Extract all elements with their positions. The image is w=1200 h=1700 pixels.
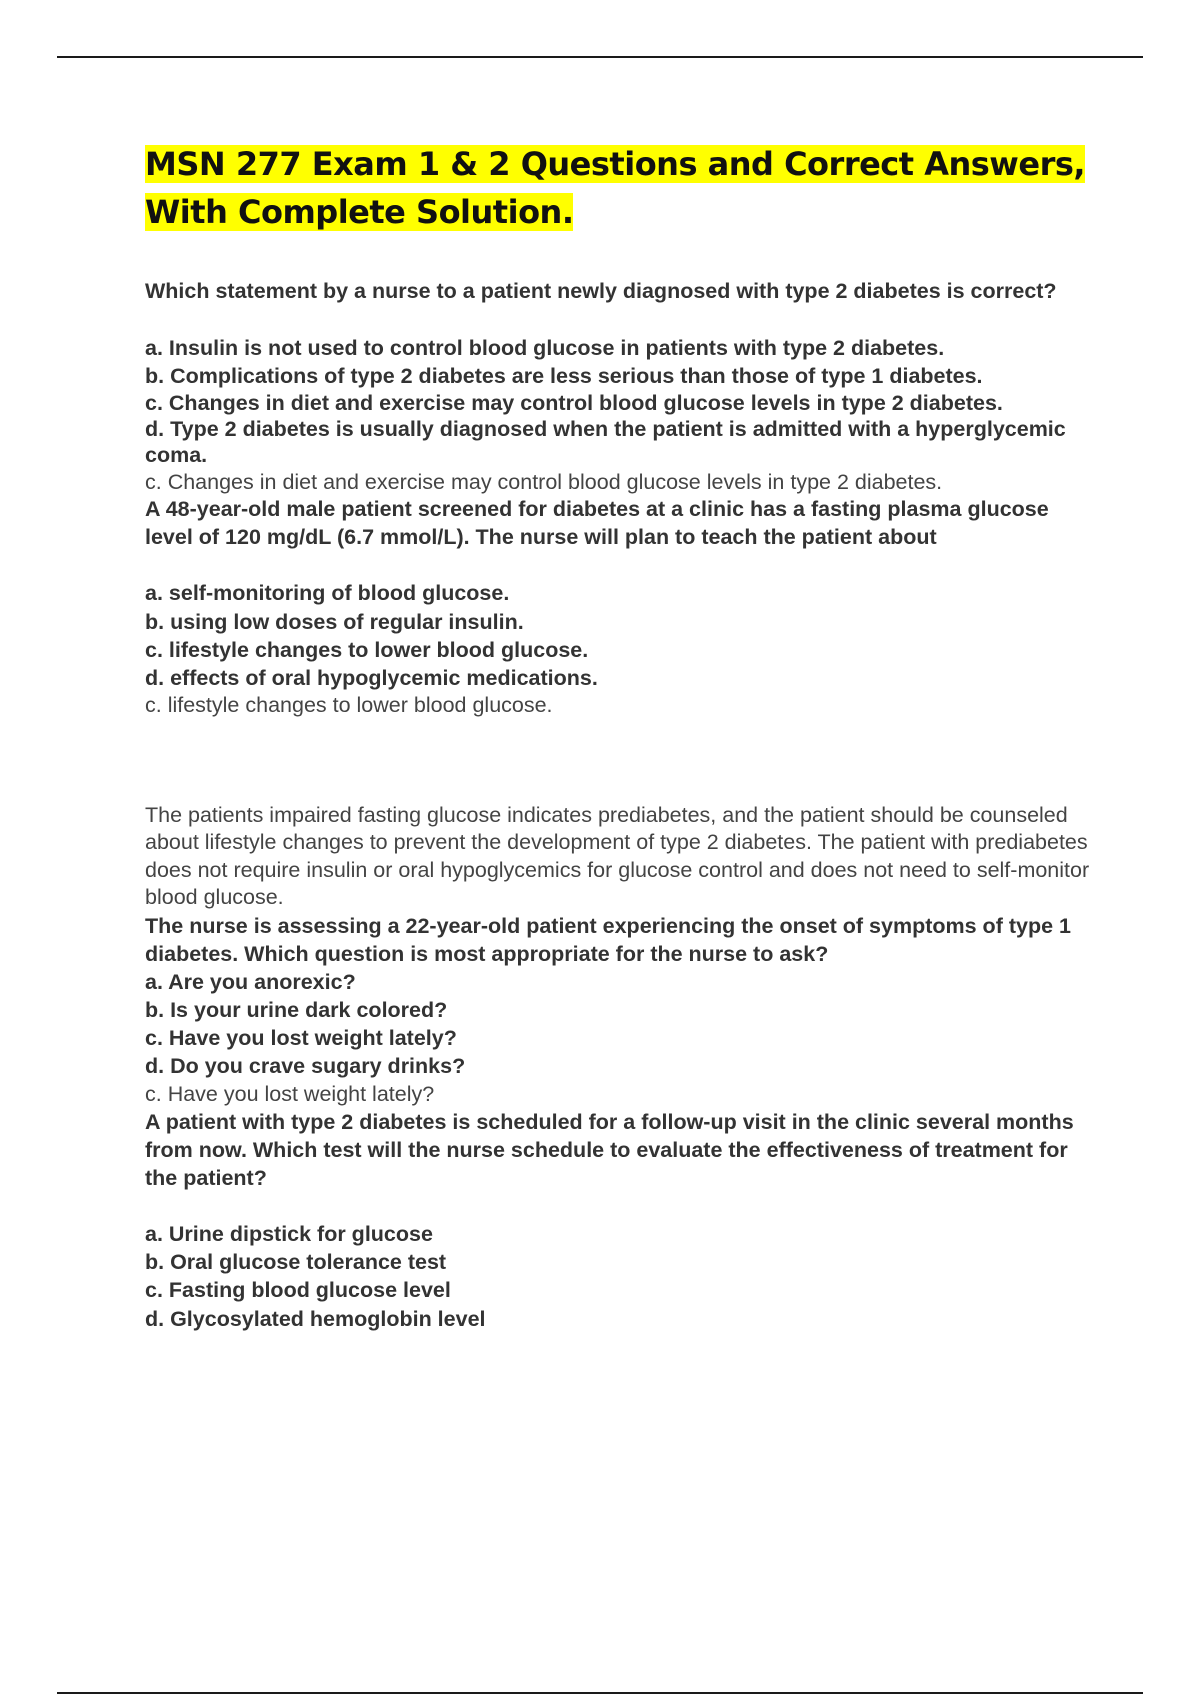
option-c: c. Fasting blood glucose level	[145, 1278, 451, 1303]
option-c: c. Changes in diet and exercise may control blood glucose levels in type 2 diabetes.	[145, 390, 1003, 415]
option-b: b. Is your urine dark colored?	[145, 997, 448, 1022]
option-d: d. Do you crave sugary drinks?	[145, 1054, 466, 1079]
question-text: Which statement by a nurse to a patient newly diagnosed with type 2 diabetes is correct?	[145, 279, 1057, 303]
option-d: d. Glycosylated hemoglobin level	[145, 1306, 486, 1331]
option-b: b. Oral glucose tolerance test	[145, 1250, 447, 1275]
question-block-2	[145, 496, 1095, 911]
option-d: d. effects of oral hypoglycemic medications.	[145, 666, 598, 691]
option-c: c. Have you lost weight lately?	[145, 1026, 457, 1051]
document-title	[145, 140, 1095, 236]
question-block-1	[145, 278, 1095, 496]
document-body	[145, 140, 1095, 1333]
option-b: b. using low doses of regular insulin.	[145, 609, 524, 634]
top-rule	[57, 56, 1143, 58]
question-block-4	[145, 1108, 1095, 1333]
question-block-3	[145, 912, 1095, 1108]
title-highlight: MSN 277 Exam 1 & 2 Questions and Correct Answers, With Complete Solution.	[145, 145, 1086, 231]
option-d: d. Type 2 diabetes is usually diagnosed when the patient is admitted with a hyperglycemic coma.	[145, 416, 1066, 468]
question-text: A 48-year-old male patient screened for diabetes at a clinic has a fasting plasma glucose level of 120 mg/dL (6.7 mmol/L). The nurse will plan to teach the patient about	[145, 497, 1049, 549]
option-a: a. Urine dipstick for glucose	[145, 1222, 433, 1247]
answer-text: c. Changes in diet and exercise may control blood glucose levels in type 2 diabetes.	[145, 469, 943, 494]
answer-text: c. Have you lost weight lately?	[145, 1081, 435, 1106]
question-text: A patient with type 2 diabetes is scheduled for a follow-up visit in the clinic several months from now. Which test will the nurse schedule to evaluate the effectiveness of treatment for the patient?	[145, 1110, 1074, 1191]
option-a: a. Are you anorexic?	[145, 969, 356, 994]
option-a: a. Insulin is not used to control blood glucose in patients with type 2 diabetes.	[145, 335, 945, 360]
option-a: a. self-monitoring of blood glucose.	[145, 581, 510, 606]
option-b: b. Complications of type 2 diabetes are less serious than those of type 1 diabetes.	[145, 363, 983, 388]
question-text: The nurse is assessing a 22-year-old patient experiencing the onset of symptoms of type 1 diabetes. Which question is most appropriate for the nurse to ask?	[145, 913, 1071, 966]
answer-text: c. lifestyle changes to lower blood glucose.	[145, 693, 553, 718]
rationale-text: The patients impaired fasting glucose indicates prediabetes, and the patient should be counseled about lifestyle changes to prevent the development of type 2 diabetes. The patient with prediabetes does not require insulin or oral hypoglycemics for glucose control and does not need to self-monitor blood glucose.	[145, 802, 1090, 910]
bottom-rule	[57, 1692, 1143, 1694]
option-c: c. lifestyle changes to lower blood glucose.	[145, 637, 589, 662]
